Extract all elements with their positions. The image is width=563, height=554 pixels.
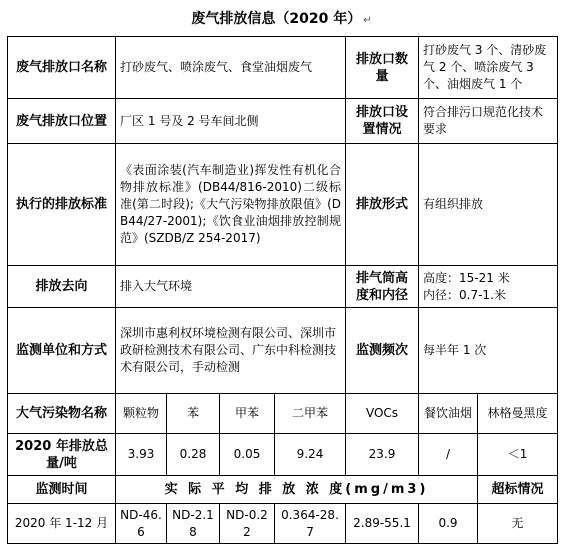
outlet-location-value: 厂区 1 号及 2 号车间北侧 (116, 99, 346, 144)
table-row-outlet-location (8, 99, 558, 144)
pollutant-name: 甲苯 (220, 394, 275, 434)
pollutant-name: 林格曼黑度 (478, 394, 558, 434)
pollutant-name: 二甲苯 (275, 394, 346, 434)
emission-form-label: 排放形式 (346, 144, 419, 266)
measurement-value: ND-46.6 (116, 504, 167, 544)
totals-label: 2020 年排放总量/吨 (8, 434, 116, 476)
frequency-value: 每半年 1 次 (419, 308, 558, 394)
return-mark-icon: ↵ (363, 15, 372, 26)
outlet-name-label: 废气排放口名称 (8, 37, 116, 99)
pollutants-label: 大气污染物名称 (8, 394, 116, 434)
outlet-setup-value: 符合排污口规范化技术要求 (419, 99, 558, 144)
stack-size-label: 排气筒高度和内径 (346, 266, 419, 308)
total-value: 0.05 (220, 434, 275, 476)
measurement-period: 2020 年 1-12 月 (8, 504, 116, 544)
monitoring-value: 深圳市惠利权环境检测有限公司、深圳市政研检测技术有限公司、广东中科检测技术有限公司，手动检测 (116, 308, 346, 394)
concentration-label: 实 际 平 均 排 放 浓 度(mg/m3) (116, 476, 478, 504)
stack-size-value (419, 266, 558, 308)
total-value: 23.9 (346, 434, 419, 476)
destination-label: 排放去向 (8, 266, 116, 308)
frequency-label: 监测频次 (346, 308, 419, 394)
table-row-outlet-name (8, 37, 558, 99)
measurement-value: 0.364-28.7 (275, 504, 346, 544)
outlet-location-label: 废气排放口位置 (8, 99, 116, 144)
page-title (0, 8, 563, 32)
stack-height: 高度：15-21 米 (423, 270, 510, 285)
emission-form-value: 有组织排放 (419, 144, 558, 266)
table-row-destination (8, 266, 558, 308)
emission-table (7, 36, 558, 544)
title-text: 废气排放信息（2020 年） (191, 11, 362, 27)
outlet-name-value: 打砂废气、喷涂废气、食堂油烟废气 (116, 37, 346, 99)
exceed-label: 超标情况 (478, 476, 558, 504)
standard-label: 执行的排放标准 (8, 144, 116, 266)
stack-diameter: 内径：0.7-1.米 (423, 287, 506, 302)
measurement-value: 2.89-55.1 (346, 504, 419, 544)
monitoring-time-label: 监测时间 (8, 476, 116, 504)
table-row-pollutants (8, 394, 558, 434)
pollutant-name: 颗粒物 (116, 394, 167, 434)
table-row-monitoring (8, 308, 558, 394)
outlet-setup-label: 排放口设置情况 (346, 99, 419, 144)
pollutant-name: 苯 (167, 394, 220, 434)
table-row-measurement (8, 504, 558, 544)
total-value: 0.28 (167, 434, 220, 476)
measurement-value: ND-0.22 (220, 504, 275, 544)
measurement-exceed: 无 (478, 504, 558, 544)
table-row-concentration-header (8, 476, 558, 504)
outlet-count-value: 打砂废气 3 个、清砂废气 2 个、喷涂废气 3 个、油烟废气 1 个 (419, 37, 558, 99)
standard-value: 《表面涂装(汽车制造业)挥发性有机化合物排放标准》(DB44/816-2010)二级标准(第二时段);《大气污染物排放限值》(DB44/27-2001);《饮食业油烟排放控制规范》(SZDB/Z 254-2017) (116, 144, 346, 266)
measurement-value: 0.9 (419, 504, 478, 544)
monitoring-label: 监测单位和方式 (8, 308, 116, 394)
total-value: ＜1 (478, 434, 558, 476)
pollutant-name: 餐饮油烟 (419, 394, 478, 434)
table-row-standard (8, 144, 558, 266)
pollutant-name: VOCs (346, 394, 419, 434)
table-row-totals (8, 434, 558, 476)
outlet-count-label: 排放口数量 (346, 37, 419, 99)
measurement-value: ND-2.18 (167, 504, 220, 544)
destination-value: 排入大气环境 (116, 266, 346, 308)
total-value: / (419, 434, 478, 476)
total-value: 3.93 (116, 434, 167, 476)
total-value: 9.24 (275, 434, 346, 476)
